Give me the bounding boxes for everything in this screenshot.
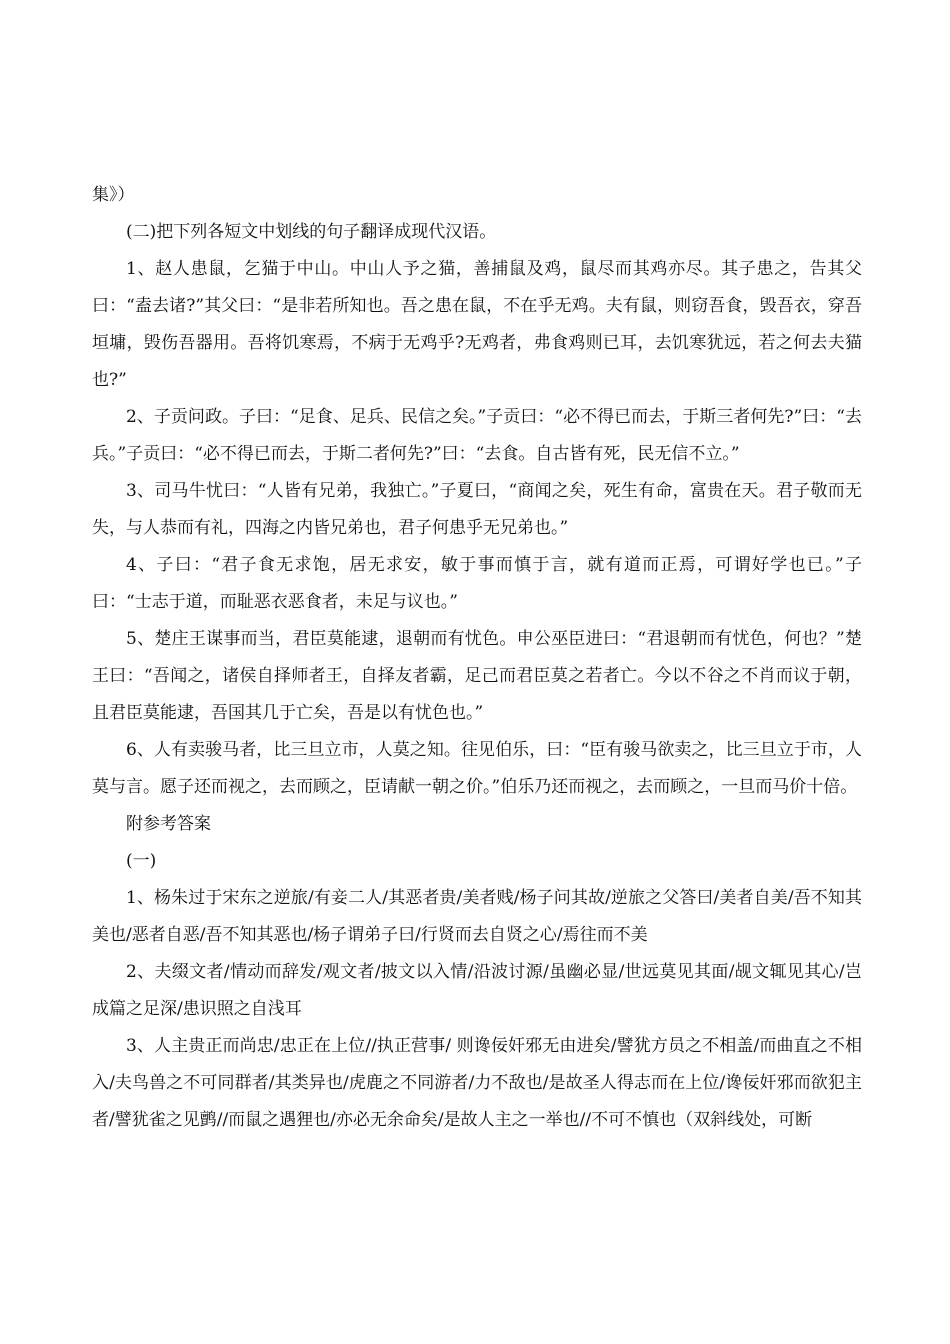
answers-heading: 附参考答案 bbox=[126, 814, 211, 834]
answer-1: 1、杨朱过于宋东之逆旅/有妾二人/其恶者贵/美者贱/杨子问其故/逆旅之父答曰/美者自美/吾不知其美也/恶者自恶/吾不知其恶也/杨子谓弟子曰/行贤而去自贤之心/焉往而不美 bbox=[92, 888, 862, 945]
passage-5: 5、楚庄王谋事而当，君臣莫能逮，退朝而有忧色。申公巫臣进曰：“君退朝而有忧色，何也？”楚王曰：“吾闻之，诸侯自择师者王，自择友者霸，足己而君臣莫之若者亡。今以不谷之不肖而议于朝，且君臣莫能逮，吾国其几于亡矣，吾是以有忧色也。” bbox=[92, 629, 862, 723]
passage-6: 6、人有卖骏马者，比三旦立市，人莫之知。往见伯乐，曰：“臣有骏马欲卖之，比三旦立于市，人莫与言。愿子还而视之，去而顾之，臣请献一朝之价。”伯乐乃还而视之，去而顾之，一旦而马价十倍。 bbox=[92, 740, 862, 797]
passage-1: 1、赵人患鼠，乞猫于中山。中山人予之猫，善捕鼠及鸡，鼠尽而其鸡亦尽。其子患之，告其父曰：“盍去诸?”其父曰：“是非若所知也。吾之患在鼠，不在乎无鸡。夫有鼠，则窃吾食，毁吾衣，穿吾垣墉，毁伤吾器用。吾将饥寒焉，不病于无鸡乎?无鸡者，弗食鸡则已耳，去饥寒犹远，若之何去夫猫也?” bbox=[92, 259, 862, 390]
document-body bbox=[92, 177, 862, 1139]
passage-4: 4、子曰：“君子食无求饱，居无求安，敏于事而慎于言，就有道而正焉，可谓好学也已。”子曰：“士志于道，而耻恶衣恶食者，未足与议也。” bbox=[92, 555, 862, 612]
passage-2: 2、子贡问政。子曰：“足食、足兵、民信之矣。”子贡曰：“必不得已而去，于斯三者何先?”曰：“去兵。”子贡曰：“必不得已而去，于斯二者何先?”曰：“去食。自古皆有死，民无信不立。” bbox=[92, 407, 862, 464]
answer-3: 3、人主贵正而尚忠/忠正在上位//执正营事/ 则谗佞奸邪无由进矣/譬犹方员之不相盖/而曲直之不相入/夫鸟兽之不可同群者/其类异也/虎鹿之不同游者/力不敌也/是故圣人得志而在上位/谗佞奸邪而欲犯主者/譬犹雀之见鹯//而鼠之遇狸也/亦必无余命矣/是故人主之一举也//不可不慎也（双斜线处，可断 bbox=[92, 1036, 862, 1130]
answer-2: 2、夫缀文者/情动而辞发/观文者/披文以入情/沿波讨源/虽幽必显/世远莫见其面/觇文辄见其心/岂成篇之足深/患识照之自浅耳 bbox=[92, 962, 862, 1019]
answers-section-1-heading: (一) bbox=[126, 851, 157, 871]
section-heading-translate: (二)把下列各短文中划线的句子翻译成现代汉语。 bbox=[126, 222, 497, 242]
passage-3: 3、司马牛忧曰：“人皆有兄弟，我独亡。”子夏曰，“商闻之矣，死生有命，富贵在天。君子敬而无失，与人恭而有礼，四海之内皆兄弟也，君子何患乎无兄弟也。” bbox=[92, 481, 862, 538]
paragraph-1: 集》） bbox=[92, 185, 135, 205]
